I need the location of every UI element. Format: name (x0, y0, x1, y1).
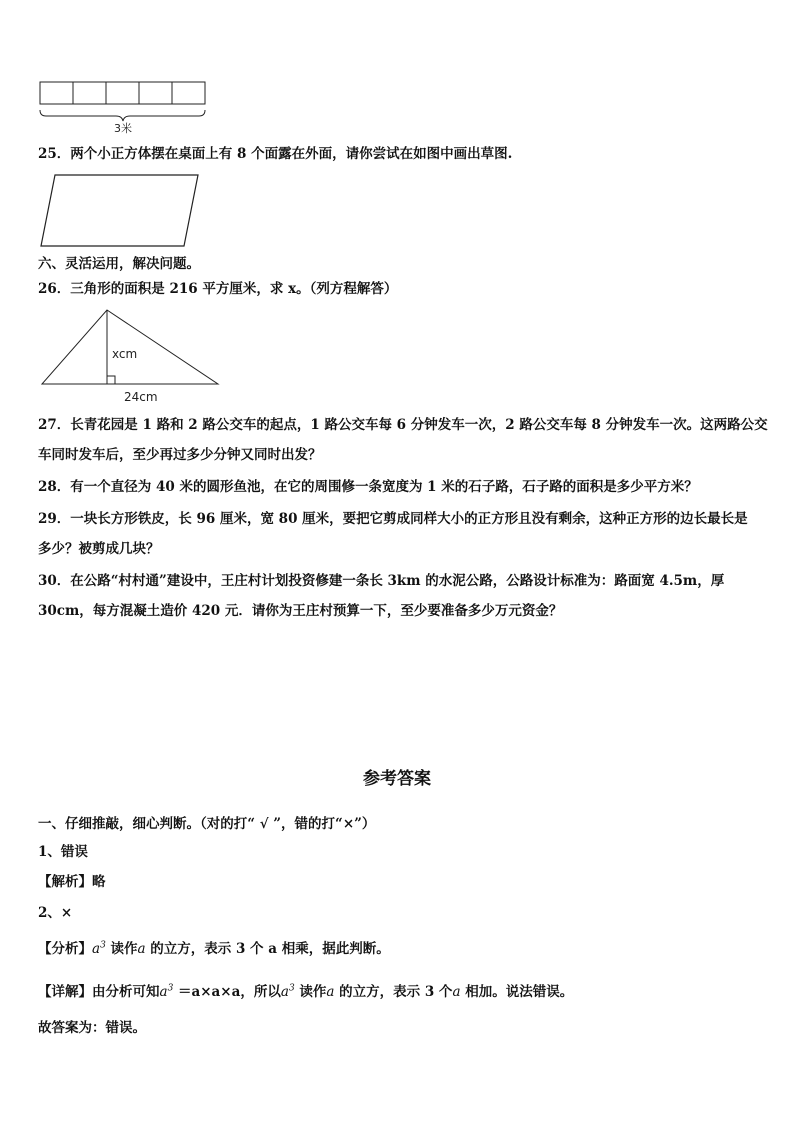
strip-cell (40, 82, 73, 104)
parallelogram-figure (38, 172, 203, 252)
answer-title: 参考答案 (363, 769, 431, 789)
question-27-line1: 27．长青花园是 1 路和 2 路公交车的起点，1 路公交车每 6 分钟发车一次，2 路公交车每 8 分钟发车一次。这两路公交 (38, 417, 768, 433)
right-angle-mark (107, 376, 115, 384)
base-label: 24cm (124, 390, 158, 404)
brace (40, 110, 205, 121)
triangle-figure (38, 305, 223, 405)
section-6-heading: 六、灵活运用，解决问题。 (38, 256, 200, 272)
question-29-line1: 29．一块长方形铁皮，长 96 厘米，宽 80 厘米，要把它剪成同样大小的正方形且没有剩余，这种正方形的边长最长是 (38, 511, 748, 527)
question-25: 25．两个小正方体摆在桌面上有 8 个面露在外面，请你尝试在如图中画出草图. (38, 146, 513, 162)
question-30-line1: 30．在公路“村村通”建设中，王庄村计划投资修建一条长 3km 的水泥公路，公路设计标准为：路面宽 4.5m，厚 (38, 573, 725, 589)
answer-2: 2、× (38, 905, 73, 921)
parallelogram (41, 175, 198, 246)
question-28: 28．有一个直径为 40 米的圆形鱼池，在它的周围修一条宽度为 1 米的石子路，石子路的面积是多少平方米？ (38, 479, 698, 495)
answer-1-analysis: 【解析】略 (38, 874, 106, 890)
question-27-line2: 车同时发车后，至少再过多少分钟又同时出发？ (38, 447, 322, 463)
strip-cell (106, 82, 139, 104)
strip-figure (38, 78, 213, 138)
answer-2-analysis: 【分析】$a^3$ 读作a 的立方，表示 3 个 a 相乘，据此判断。 (38, 940, 390, 957)
question-30-line2: 30cm，每方混凝土造价 420 元．请你为王庄村预算一下，至少要准备多少万元资金？ (38, 603, 563, 619)
question-26: 26．三角形的面积是 216 平方厘米，求 x。（列方程解答） (38, 281, 398, 297)
height-label: xcm (112, 347, 138, 361)
strip-cell (73, 82, 106, 104)
answer-1: 1、错误 (38, 844, 88, 860)
answer-2-conclusion: 故答案为：错误。 (38, 1020, 146, 1036)
question-29-line2: 多少？被剪成几块？ (38, 541, 160, 557)
strip-label: 3米 (114, 122, 132, 135)
strip-cell (172, 82, 205, 104)
strip-cell (139, 82, 172, 104)
answer-2-detail: 【详解】由分析可知$a^3 =a\times a\times a$，所以$a^3$ 读作a 的立方，表示 3 个a 相加。说法错误。 (38, 983, 574, 1000)
section-1-heading: 一、仔细推敲，细心判断。（对的打“ √ ”，错的打“×”） (38, 816, 376, 832)
